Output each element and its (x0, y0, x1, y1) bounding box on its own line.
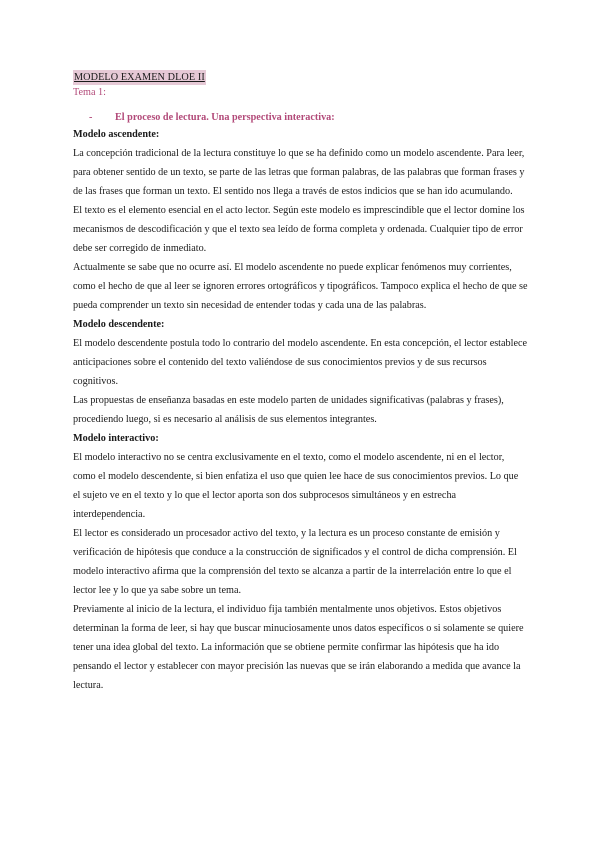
section-heading-text: El proceso de lectura. Una perspectiva interactiva: (115, 112, 335, 123)
paragraph: La concepción tradicional de la lectura constituye lo que se ha definido como un modelo ascendente. Para leer, para obtener sentido de un texto, se parte de las letras que forman palabras, de las palabras que forman frases y de las frases que forman un texto. El sentido nos llega a través de estos indicios que se han ido acumulando. (73, 148, 525, 197)
paragraph: Previamente al inicio de la lectura, el individuo fija también mentalmente unos objetivos. Estos objetivos determinan la forma de leer, si hay que buscar minuciosamente unos datos específicos o si solamente se quiere tener una idea global del texto. La información que se obtiene permite confirmar las hipótesis que ha ido pensando el lector y establecer con mayor precisión las nuevas que se irán elaborando a medida que avance la lectura. (73, 604, 524, 691)
paragraph: Actualmente se sabe que no ocurre así. El modelo ascendente no puede explicar fenómenos muy corrientes, como el hecho de que al leer se ignoren errores ortográficos y tipográficos. Tampoco explica el hecho de que se pueda comprender un texto sin necesidad de entender todas y cada una de las palabras. (73, 262, 528, 311)
section-heading (89, 110, 528, 125)
subheading-interactivo: Modelo interactivo: (73, 433, 159, 444)
subheading-ascendente: Modelo ascendente: (73, 129, 160, 140)
paragraph: Las propuestas de enseñanza basadas en este modelo parten de unidades significativas (palabras y frases), procediendo luego, si es necesario al análisis de sus elementos integrantes. (73, 395, 504, 425)
topic-label: Tema 1: (73, 87, 106, 98)
subheading-descendente: Modelo descendente: (73, 319, 165, 330)
list-dash: - (89, 112, 93, 123)
paragraph: El modelo descendente postula todo lo contrario del modelo ascendente. En esta concepción, el lector establece anticipaciones sobre el contenido del texto valiéndose de sus conocimientos previos y de sus recursos cognitivos. (73, 338, 528, 387)
paragraph: El lector es considerado un procesador activo del texto, y la lectura es un proceso constante de emisión y verificación de hipótesis que conduce a la construcción de significados y el control de dicha comprensión. El modelo interactivo afirma que la comprensión del texto se alcanza a partir de la interrelación entre lo que el lector lee y lo que ya sabe sobre un tema. (73, 528, 517, 596)
paragraph: El modelo interactivo no se centra exclusivamente en el texto, como el modelo ascendente, ni en el lector, como el modelo descendente, si bien enfatiza el uso que quien lee hace de sus conocimientos previos. Lo que el sujeto ve en el texto y lo que el lector aporta son dos subprocesos simultáneos y en estrecha interdependencia. (73, 452, 519, 520)
document-title: MODELO EXAMEN DLOE II (74, 72, 205, 83)
paragraph: El texto es el elemento esencial en el acto lector. Según este modelo es imprescindible que el lector domine los mecanismos de descodificación y que el texto sea leído de forma completa y ordenada. Cualquier tipo de error debe ser corregido de inmediato. (73, 205, 525, 254)
